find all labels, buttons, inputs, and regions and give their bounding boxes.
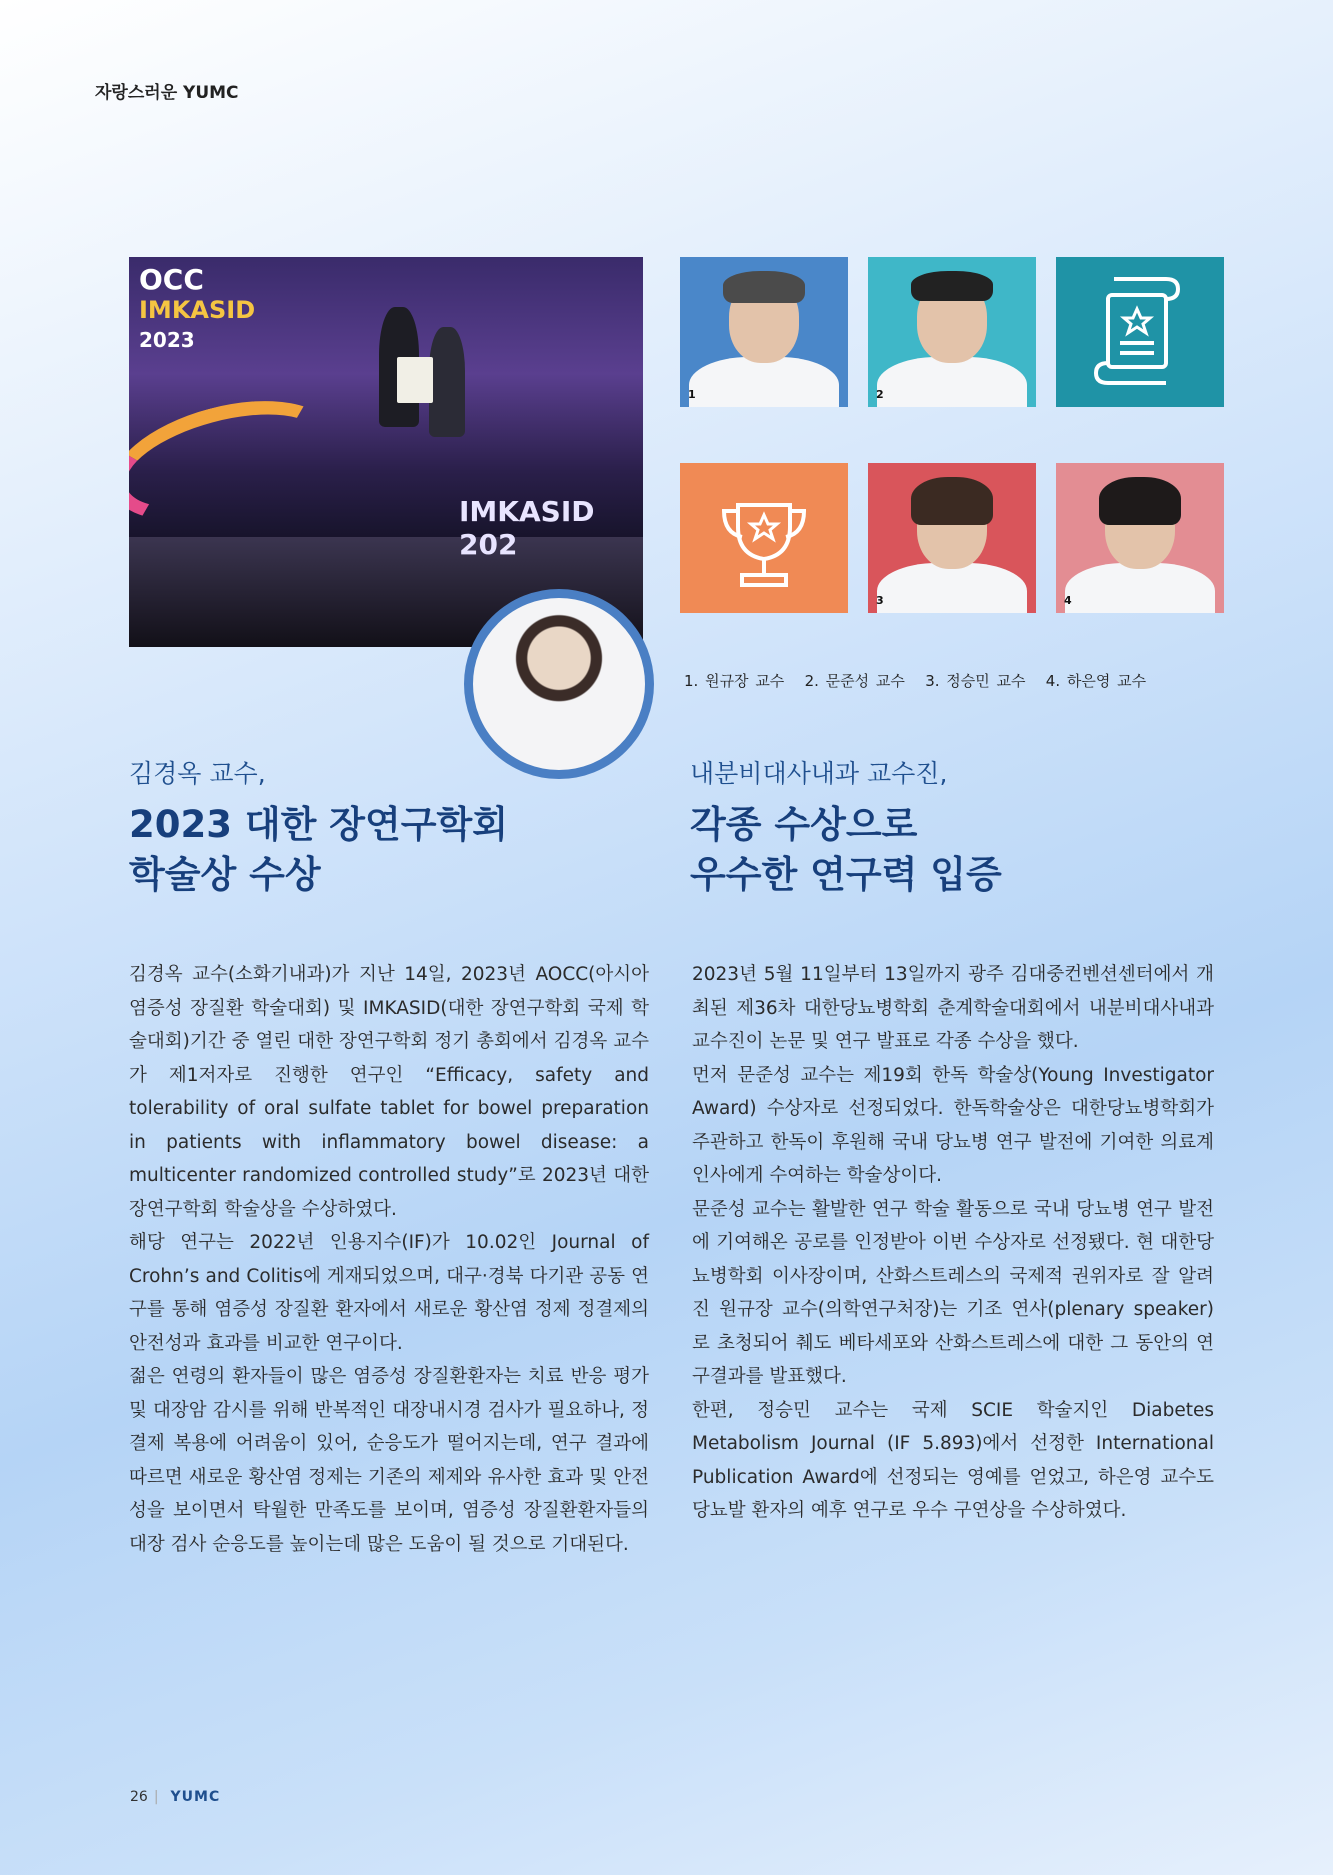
page-footer [130,1789,220,1805]
portrait-tile-3 [868,463,1036,613]
portrait-body [877,563,1027,613]
award-certificate-tile [1056,257,1224,407]
portrait-body [1065,563,1215,613]
footer-brand: YUMC [170,1789,221,1805]
portrait-body [689,357,839,407]
left-article-headline: 2023 대한 장연구학회 학술상 수상 [129,803,508,896]
photo-caption: 1. 원규장 교수 2. 문준성 교수 3. 정승민 교수 4. 하은영 교수 [684,672,1147,690]
decorative-ribbon [129,379,347,542]
left-article-subtitle: 김경옥 교수, [129,759,266,788]
trophy-icon [680,463,848,613]
paragraph: 2023년 5월 11일부터 13일까지 광주 김대중컨벤션센터에서 개최된 제36차 대한당뇨병학회 춘계학술대회에서 내분비대사내과 교수진이 논문 및 연구 발표로 각종 수상을 했다. [692,964,1214,1052]
portrait-body [877,357,1027,407]
portrait-hair [723,271,805,303]
left-article-body [129,958,649,1561]
trophy-tile [680,463,848,613]
right-article-headline: 각종 수상으로 우수한 연구력 입증 [690,803,1002,896]
kim-kyung-ok-portrait [464,589,654,779]
portrait-hair [911,271,993,301]
page-number: 26 [130,1789,148,1805]
paragraph: 김경옥 교수(소화기내과)가 지난 14일, 2023년 AOCC(아시아 염증성 장질환 학술대회) 및 IMKASID(대한 장연구학회 국제 학술대회)기간 중 열린 대한 장연구학회 정기 총회에서 김경옥 교수가 제1저자로 진행한 연구인 “Efficacy, safety and tolerability of oral sulfate tablet for bowel preparation in patients with inflammatory bowel disease: a multicenter randomized controlled study”로 2023년 대한 장연구학회 학술상을 수상하였다. [129,964,649,1220]
paragraph: 문준성 교수는 활발한 연구 학술 활동으로 국내 당뇨병 연구 발전에 기여해온 공로를 인정받아 이번 수상자로 선정됐다. 현 대한당뇨병학회 이사장이며, 산화스트레스의 국제적 권위자로 잘 알려진 원규장 교수(의학연구처장)는 기조 연사(plenary speaker)로 초청되어 췌도 베타세포와 산화스트레스에 대한 그 동안의 연구결과를 발표했다. [692,1198,1214,1387]
portrait-number: 4 [1064,594,1072,607]
portrait-number: 2 [876,388,884,401]
paragraph: 한편, 정승민 교수는 국제 SCIE 학술지인 Diabetes Metabolism Journal (IF 5.893)에서 선정한 International Publication Award에 선정되는 영예를 얻었고, 하은영 교수도 당뇨발 환자의 예후 연구로 우수 구연상을 수상하였다. [692,1399,1214,1521]
right-article-body [692,958,1214,1528]
portrait-number: 1 [688,388,696,401]
stage-banner: IMKASID 202 [459,495,595,561]
paragraph: 해당 연구는 2022년 인용지수(IF)가 10.02인 Journal of Crohn’s and Colitis에 게재되었으며, 대구·경북 다기관 공동 연구를 통해 염증성 장질환 환자에서 새로운 황산염 정제 정결제의 안전성과 효과를 비교한 연구이다. [129,1232,649,1354]
portrait-tile-4 [1056,463,1224,613]
award-certificate-icon [1056,257,1224,407]
awardee-figure [429,327,465,437]
paragraph: 젊은 연령의 환자들이 많은 염증성 장질환환자는 치료 반응 평가 및 대장암 감시를 위해 반복적인 대장내시경 검사가 필요하나, 정결제 복용에 어려움이 있어, 순응도가 떨어지는데, 연구 결과에 따르면 새로운 황산염 정제는 기존의 제제와 유사한 효과 및 안전성을 보이면서 탁월한 만족도를 보이며, 염증성 장질환환자들의 대장 검사 순응도를 높이는데 많은 도움이 될 것으로 기대된다. [129,1366,649,1555]
portrait-tile-1 [680,257,848,407]
event-logo: OCC IMKASID 2023 [139,263,256,352]
portrait-number: 3 [876,594,884,607]
right-article-subtitle: 내분비대사내과 교수진, [690,759,948,788]
section-tag: 자랑스러운 YUMC [95,83,239,103]
portrait-hair [1099,477,1181,525]
footer-divider: | [153,1789,159,1805]
portrait-hair [911,477,993,525]
certificate [397,357,433,403]
portrait-tile-2 [868,257,1036,407]
paragraph: 먼저 문준성 교수는 제19회 한독 학술상(Young Investigator Award) 수상자로 선정되었다. 한독학술상은 대한당뇨병학회가 주관하고 한독이 후원해 국내 당뇨병 연구 발전에 기여한 의료계 인사에게 수여하는 학술상이다. [692,1064,1214,1186]
